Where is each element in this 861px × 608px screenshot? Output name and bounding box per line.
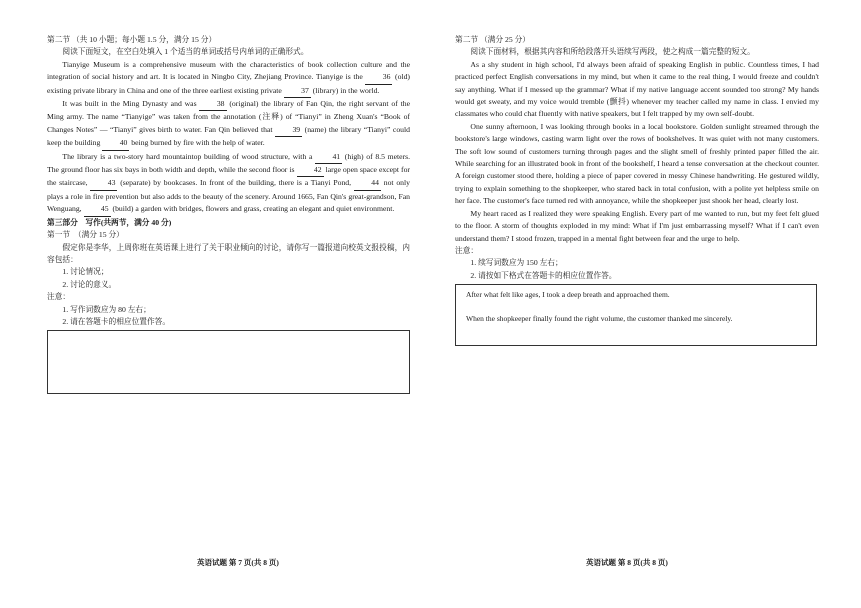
section-heading: 第一节 （满分 15 分）: [47, 230, 124, 240]
prompt-sentence-2: When the shopkeeper finally found the right volume, the customer thanked me sincerely.: [466, 314, 733, 324]
blank-37[interactable]: 37: [284, 85, 311, 98]
blank-45[interactable]: 45: [84, 203, 111, 216]
blank-38[interactable]: 38: [199, 98, 226, 111]
passage-paragraph-3: The library is a two-story hard mountaintop building of wood structure, with a 41 (high) of 8.5 meters. The ground floor has six bays in both width and depth, while the second floor is 42 large open space except for the staircase, 43 (separate) by bookcases. In front of the building, there is a Tianyi Pond, 44 not only plays a role in fire prevention but also adds to the beauty of the scenery. Around 1665, Fan Qin's great-grandson, Fan Wenguang, 45 (build) a garden with bridges, flowers and grass, creating an elegant and quiet environment.: [47, 151, 410, 217]
section-heading: 第二节 （共 10 小题；每小题 1.5 分，满分 15 分）: [47, 35, 217, 44]
writing-task: 假定你是李华，上周你班在英语课上进行了关于职业倾向的讨论，请你写一篇报道向校英文报投稿，内容包括：: [47, 242, 410, 264]
right-page: [455, 34, 819, 346]
note-1: 1. 续写词数应为 150 左右；: [470, 258, 563, 268]
blank-40[interactable]: 40: [102, 137, 129, 150]
blank-44[interactable]: 44: [354, 177, 381, 190]
prompt-sentence-1: After what felt like ages, I took a deep breath and approached them.: [466, 290, 670, 300]
blank-41[interactable]: 41: [315, 151, 342, 164]
story-paragraph-3: My heart raced as I realized they were speaking English. Every part of me wanted to run, but my feet felt glued to the floor. A storm of thoughts exploded in my mind: What if I'm just embarrassing myself? What if I can't even understand them? I stood frozen, trapped in a mental fight between fear and the urge to help.: [455, 208, 819, 243]
note-2: 2. 请按如下格式在答题卡的相应位置作答。: [470, 270, 617, 280]
blank-36[interactable]: 36: [365, 71, 392, 84]
page-footer-right: 英语试题 第 8 页(共 8 页): [586, 558, 668, 567]
section-instructions: 阅读下面材料，根据其内容和所给段落开头语续写两段，使之构成一篇完整的短文。: [470, 47, 755, 57]
page-footer-left: 英语试题 第 7 页(共 8 页): [197, 558, 279, 567]
blank-39[interactable]: 39: [275, 124, 302, 137]
story-paragraph-1: As a shy student in high school, I'd always been afraid of speaking English in public. Countless times, I had practiced perfect English conversations in my mind, but when it came to the real thing, I would freeze and couldn't say anything. What if I messed up the grammar? What if my native language accent sounded too strong? My hands would get sweaty, and my voice would tremble (颤抖) whenever my teacher called my name in class. I envied my classmates who could chat fluently with native speakers, but I felt trapped by my own self-doubt.: [455, 59, 819, 119]
section-instructions: 阅读下面短文，在空白处填入 1 个适当的单词或括号内单词的正确形式。: [62, 47, 309, 57]
note-1: 1. 写作词数应为 80 左右；: [62, 304, 151, 314]
passage-paragraph-1: Tianyige Museum is a comprehensive museum with the characteristics of book collection culture and the integration of social history and art. It is located in Ningbo City, Zhejiang Province. Tianyige is the 36 (old) existing private library in China and one of the three earliest existing private 37 (library) in the world.: [47, 59, 410, 98]
task-point-1: 1. 讨论情况；: [62, 267, 109, 277]
part-heading: 第三部分 写作(共两节，满分 40 分): [47, 217, 172, 227]
section-heading: 第二节 （满分 25 分）: [455, 35, 530, 44]
answer-box[interactable]: [47, 330, 410, 394]
note-2: 2. 请在答题卡的相应位置作答。: [62, 316, 171, 326]
task-point-2: 2. 讨论的意义。: [62, 279, 117, 289]
blank-43[interactable]: 43: [90, 177, 117, 190]
left-page: [47, 34, 410, 394]
passage-paragraph-2: It was built in the Ming Dynasty and was 38 (original) the library of Fan Qin, the right servant of the Ming army. The name “Tianyige” was taken from the annotation (注释) of “Tianyi” in Zheng Xuan's “Book of Changes Notes” — “Tianyi” gives birth to water. Fan Qin believed that 39 (name) the library “Tianyi” could keep the building 40 being burned by fire with the help of water.: [47, 98, 410, 151]
continuation-prompt-box[interactable]: [455, 284, 817, 346]
story-paragraph-2: One sunny afternoon, I was looking through books in a local bookstore. Golden sunlight streamed through the bookstore's large windows, casting warm light over the rows of bookshelves. It was quiet with not many customers. The soft low sound of customers turning through pages and the slight smell of freshly printed paper filled the air. While searching for an illustrated book in front of the bookshelf, I heard a tense conversation at the checkout counter. A foreign customer stood there, holding a piece of paper covered in messy Chinese handwriting. He gestured wildly, trying to explain something to the shopkeeper, who stared back in total confusion, with a polite yet helpless smile on her face. The customer's face turned red with annoyance, while the shopkeeper just shook her head, clearly lost.: [455, 121, 819, 206]
note-label: 注意：: [47, 292, 71, 302]
note-label: 注意：: [455, 245, 479, 255]
blank-42[interactable]: 42: [297, 164, 324, 177]
